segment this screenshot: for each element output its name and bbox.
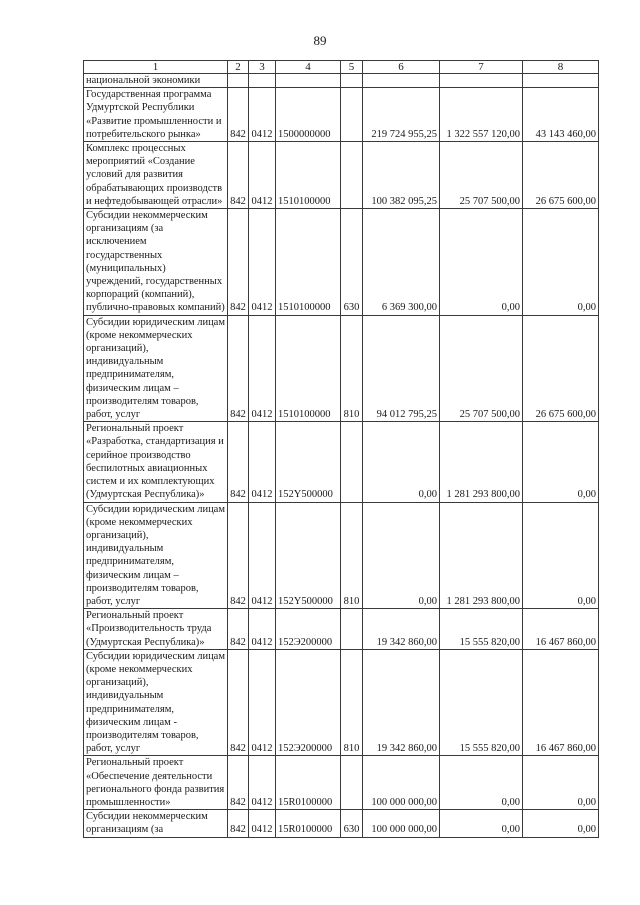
amount-col6: 100 000 000,00 [363, 756, 440, 810]
target-article-code: 1500000000 [276, 88, 341, 142]
row-label: Региональный проект «Производительность труда (Удмуртская Республика)» [84, 609, 228, 650]
target-article-code: 15R0100000 [276, 810, 341, 837]
table-row [84, 609, 599, 650]
amount-col6: 0,00 [363, 422, 440, 502]
section-code: 0412 [249, 756, 276, 810]
ministry-code: 842 [228, 209, 249, 316]
row-label: Региональный проект «Разработка, стандартизация и серийное производство беспилотных авиационных систем и их комплектующих (Удмуртская Республика)» [84, 422, 228, 502]
amount-col8: 16 467 860,00 [523, 649, 599, 756]
amount-col6: 6 369 300,00 [363, 209, 440, 316]
target-article-code: 15R0100000 [276, 756, 341, 810]
column-header: 1 [84, 61, 228, 74]
section-code: 0412 [249, 649, 276, 756]
expense-type-code [341, 756, 363, 810]
row-label: Субсидии юридическим лицам (кроме некоммерческих организаций), индивидуальным предпринимателям, физическим лицам - производителям товаров, работ, услуг [84, 649, 228, 756]
amount-col6: 94 012 795,25 [363, 315, 440, 422]
row-label: Субсидии некоммерческим организациям (за [84, 810, 228, 837]
row-label: Региональный проект «Обеспечение деятельности регионального фонда развития промышленности» [84, 756, 228, 810]
amount-col7: 15 555 820,00 [440, 609, 523, 650]
amount-col8: 0,00 [523, 422, 599, 502]
amount-col8: 26 675 600,00 [523, 142, 599, 209]
amount-col7: 0,00 [440, 209, 523, 316]
column-header: 7 [440, 61, 523, 74]
amount-col6: 219 724 955,25 [363, 88, 440, 142]
table-row [84, 502, 599, 609]
amount-col8: 16 467 860,00 [523, 609, 599, 650]
amount-col8: 0,00 [523, 810, 599, 837]
expense-type-code [341, 74, 363, 88]
ministry-code: 842 [228, 810, 249, 837]
target-article-code: 1510100000 [276, 142, 341, 209]
table-row [84, 209, 599, 316]
amount-col7: 1 281 293 800,00 [440, 502, 523, 609]
row-label: национальной экономики [84, 74, 228, 88]
target-article-code: 152Э200000 [276, 649, 341, 756]
target-article-code: 152Э200000 [276, 609, 341, 650]
table-row [84, 88, 599, 142]
column-header: 4 [276, 61, 341, 74]
ministry-code: 842 [228, 502, 249, 609]
budget-table [83, 60, 599, 838]
section-code: 0412 [249, 422, 276, 502]
amount-col8 [523, 74, 599, 88]
table-row [84, 422, 599, 502]
section-code: 0412 [249, 88, 276, 142]
column-header: 5 [341, 61, 363, 74]
amount-col6: 100 382 095,25 [363, 142, 440, 209]
amount-col7 [440, 74, 523, 88]
section-code: 0412 [249, 209, 276, 316]
expense-type-code [341, 142, 363, 209]
section-code: 0412 [249, 609, 276, 650]
ministry-code: 842 [228, 315, 249, 422]
table-row [84, 810, 599, 837]
target-article-code: 1510100000 [276, 209, 341, 316]
amount-col7: 15 555 820,00 [440, 649, 523, 756]
amount-col8: 0,00 [523, 502, 599, 609]
table-row [84, 315, 599, 422]
section-code: 0412 [249, 315, 276, 422]
amount-col6: 0,00 [363, 502, 440, 609]
target-article-code: 152Y500000 [276, 502, 341, 609]
expense-type-code: 630 [341, 810, 363, 837]
column-header: 2 [228, 61, 249, 74]
row-label: Субсидии юридическим лицам (кроме некоммерческих организаций), индивидуальным предпринимателям, физическим лицам – производителям товаров, работ, услуг [84, 315, 228, 422]
expense-type-code: 630 [341, 209, 363, 316]
table-row [84, 756, 599, 810]
table-row [84, 142, 599, 209]
column-header: 3 [249, 61, 276, 74]
amount-col8: 26 675 600,00 [523, 315, 599, 422]
ministry-code: 842 [228, 609, 249, 650]
page-number: 89 [313, 33, 327, 48]
ministry-code: 842 [228, 88, 249, 142]
row-label: Субсидии некоммерческим организациям (за исключением государственных (муниципальных) учреждений, государственных корпораций (компаний), публично-правовых компаний) [84, 209, 228, 316]
amount-col6: 19 342 860,00 [363, 609, 440, 650]
section-code: 0412 [249, 502, 276, 609]
ministry-code: 842 [228, 756, 249, 810]
amount-col7: 1 281 293 800,00 [440, 422, 523, 502]
amount-col8: 43 143 460,00 [523, 88, 599, 142]
target-article-code [276, 74, 341, 88]
expense-type-code: 810 [341, 502, 363, 609]
amount-col6: 100 000 000,00 [363, 810, 440, 837]
ministry-code [228, 74, 249, 88]
amount-col7: 1 322 557 120,00 [440, 88, 523, 142]
section-code: 0412 [249, 142, 276, 209]
ministry-code: 842 [228, 649, 249, 756]
column-header: 8 [523, 61, 599, 74]
table-row [84, 649, 599, 756]
amount-col6: 19 342 860,00 [363, 649, 440, 756]
table-row [84, 74, 599, 88]
amount-col7: 25 707 500,00 [440, 142, 523, 209]
target-article-code: 1510100000 [276, 315, 341, 422]
expense-type-code: 810 [341, 649, 363, 756]
column-header: 6 [363, 61, 440, 74]
amount-col7: 0,00 [440, 756, 523, 810]
amount-col7: 0,00 [440, 810, 523, 837]
row-label: Государственная программа Удмуртской Республики «Развитие промышленности и потребительского рынка» [84, 88, 228, 142]
expense-type-code: 810 [341, 315, 363, 422]
amount-col8: 0,00 [523, 756, 599, 810]
amount-col7: 25 707 500,00 [440, 315, 523, 422]
header-row [84, 61, 599, 74]
section-code: 0412 [249, 810, 276, 837]
amount-col8: 0,00 [523, 209, 599, 316]
row-label: Субсидии юридическим лицам (кроме некоммерческих организаций), индивидуальным предпринимателям, физическим лицам – производителям товаров, работ, услуг [84, 502, 228, 609]
row-label: Комплекс процессных мероприятий «Создание условий для развития обрабатывающих производств и нефтедобывающей отрасли» [84, 142, 228, 209]
section-code [249, 74, 276, 88]
expense-type-code [341, 609, 363, 650]
ministry-code: 842 [228, 142, 249, 209]
expense-type-code [341, 422, 363, 502]
expense-type-code [341, 88, 363, 142]
amount-col6 [363, 74, 440, 88]
ministry-code: 842 [228, 422, 249, 502]
target-article-code: 152Y500000 [276, 422, 341, 502]
